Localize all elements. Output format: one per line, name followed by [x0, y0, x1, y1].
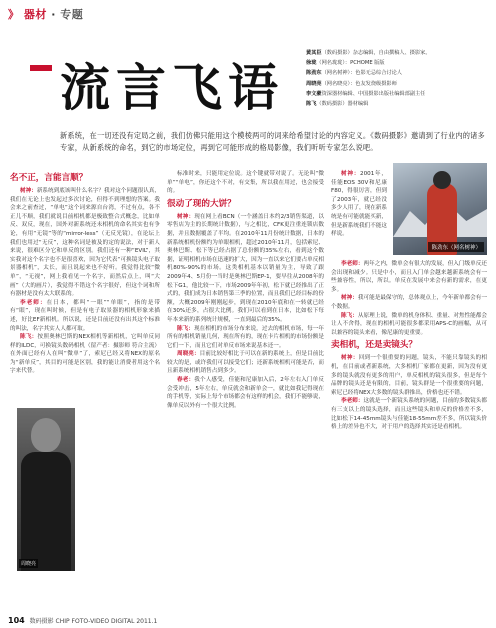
section-tag [8, 6, 83, 22]
section-label: 器材 [23, 8, 47, 21]
speaker-name: 树神： [177, 213, 195, 220]
section-heading-naming: 名不正，言能言顺？ [10, 173, 88, 183]
article-paragraph [167, 376, 324, 410]
section-marker-icon: 》 [8, 8, 20, 21]
article-paragraph [331, 294, 487, 311]
speaker-name: 陈飞： [177, 325, 194, 332]
section-heading-market: 很动了现的大饼？ [167, 198, 236, 209]
contributors-list [306, 48, 492, 109]
paragraph-text: 回到一个很重要的问题，镜头，不能只靠镜头的相机，在目前或者新系统，大多相机厂家都在更新，因为没有更多的镜头就没有更多的用户，单反相机的镜头很多，但是每个品牌的镜头还是有限的，目前，镜头群是一个很重要的问题，索尼已经将NEX大多数的镜头群推出，价格也还不错。 [331, 355, 487, 396]
paragraph-text: 按照奥林巴斯的NEX相机等新相机，它叫单反同样的ILDC，可换镜头数码相机（留产者：摄影师 符合主流）在外面已经有人在叫“微单”了，索尼已经又将NEX的原名为“新单反”，其目的可能是区别，我的能让消费者用这个名字来代替。 [10, 334, 160, 375]
article-column-2 [167, 170, 324, 410]
article-paragraph [10, 187, 160, 299]
contributor-row [306, 68, 492, 78]
article-column-1 [10, 170, 160, 376]
article-paragraph [331, 170, 387, 239]
speaker-name: 李老师： [341, 398, 364, 405]
paragraph-text: 现在网上看BCN（一个涵盖日本约2/3销售渠道，以零售店为主的长期统计数据），与之相比，CFK更注重连锁店数据，并且数据覆盖了半均。在2010年11月份统计数据，日本的新系统相机份额约为单眼相机，超过2010年11月，包括索尼、奥林巴斯、松下等已经占据了总份额的35%左右，看到这个数据，证明相机市场在迅速的扩大，因为一直以来它们要占单反相机80%-90%的市场。这类相机基本以销量为主，导致了跟2009年4、5月份一当时是奥林巴斯EP-1，要早往从2008年的松下G1，他比较一下，市场2009年年初，松下就已经推出了正式的，我们成为日本销售第三季的位置，而且我们已经目标的份额，大概2009年刚刚起步，到现在2010年底和在一转就已经在30%还多，占很大比例。我们可以看到在日本，比如松下每年本来新的系列统计规模，一直到最后的35%。 [167, 213, 324, 323]
column-1-body [10, 187, 160, 376]
paragraph-text: 这就是一个新镜头系统的问题，目前的多数镜头都有三支以上的镜头选择，而且这些镜头和单反的价格差不多，比如松下14-45mm镜头与佳能18-55mm差不多，所以镜头价格上的差异也不大，对于用户的选择其实还是看相机。 [331, 398, 487, 431]
speaker-name: 树神： [20, 188, 37, 194]
photo-caption-right: 陈劲东（网名树神） [428, 242, 484, 252]
section-separator: · [51, 8, 56, 21]
column-2-body [167, 213, 324, 411]
article-paragraph [167, 350, 324, 376]
paragraph-text: 我可能是最保守的，总体观点上，今年新单都会有一个数据。 [331, 295, 487, 310]
contributor-desc: （数码摄影）器材编辑 [316, 101, 369, 108]
contributor-row [306, 48, 492, 58]
column-3-body-2 [331, 354, 487, 431]
speaker-name: 树神： [341, 355, 359, 362]
article-paragraph [167, 213, 324, 325]
paragraph-text: 在日本，都叫“一眼”“单眼”，指的是带有“眼”，现在叫时候，但是有电子取景器的相机形象来描述，好比EF新相机。所以说，还是目前还没有出其这个标准的叫法，名字其实人人都可取。 [10, 299, 160, 332]
contributor-name: 陈劲东 [306, 70, 322, 77]
column-3-body [331, 260, 487, 337]
contributor-row [306, 58, 492, 68]
portrait-photo-left [17, 408, 75, 571]
contributor-row [306, 99, 492, 109]
speaker-name: 树神： [341, 171, 361, 177]
portrait-photo-right [393, 163, 487, 255]
speaker-name: 李老师： [20, 299, 47, 306]
column-2-lead: 标准时来，只能用定位说。这个键就带对说了。无论叫“微单”“单电”，你还这个不对，有交集，所以我在用过，也会接受的。 [167, 171, 324, 195]
contributor-row [306, 79, 492, 89]
contributor-name: 李文豪 [306, 90, 322, 97]
title-decoration-bar [30, 65, 52, 71]
page-footer [8, 616, 157, 625]
speaker-name: 春老： [177, 377, 195, 384]
paragraph-text: 新系统到底该叫什么名字？我对这个问题很认真，我们在无论上也发起过多次讨论，但得不到理想的答案。我会来之前查过，“单电”这个词来源自台湾，不过有点，各不正儿不顺，我们就说目前相机都是极致整合式概念，比如单反、双反，现在，国外对新系统还未相机的命名其实也有争论，有用“无镜”等的“mirror-less”（无反光镜），在论坛上我们也用过“无反”，这种名词是被及的定的说法，对于新人来说，很难区分它和单反的区别。我们还有一种“EVIL”，其实我对这个名字也不是很喜欢，因为它代表“可换镜头电子取景器相机”，太长，而且说起来也不好听。我觉得比较“微单”，“无视”，网上我看见一个名字，而然后点上，叫“大画”（大的画片），我觉得不错这个名字很好，但这个词和所有器材是没有太大联系的。 [10, 188, 160, 298]
speaker-name: 陈飞： [20, 334, 38, 341]
contributor-name: 陈飞 [306, 101, 317, 108]
contributor-desc: （数码摄影）杂志编辑，自由撰稿人、摄影家。 [321, 50, 431, 56]
article-paragraph [10, 333, 160, 376]
speaker-name: 陈飞： [341, 312, 358, 319]
speaker-name: 树神： [341, 295, 358, 302]
speaker-name: 周晓亮： [177, 351, 200, 358]
paragraph-text: 从原理上说，微单的机身体积、重量、对焦性能都会让人不舍得，现在的相机可能很多都采用APS-C的画幅，从可以兼容的镜头来看，像尼康的更重要。 [331, 312, 487, 336]
contributor-name: 周晓亮 [306, 80, 322, 87]
paragraph-text: 我个人感受，佳能和尼康加入后，2年左右入门单反会受冲击，5年左右，单反就会和新单会一，就比如我记得现在的手机等，实际上每个市场都会有这样的机会，我们不能够说，像单反以外有一个很大比例。 [167, 377, 324, 409]
page-number: 104 [8, 616, 25, 625]
column-3-top-body [331, 170, 387, 239]
footer-text: 数码摄影 CHIP FOTO-VIDEO DIGITAL 2011.1 [29, 618, 158, 625]
speaker-name: 李老师： [341, 261, 364, 267]
intro-paragraph: 新系统，在一切还没有定局之前，我们仿佛只能用这个模棱两可的词来给希望讨论的内容定义。《数码摄影》邀请到了行业内的诸多专家，从新系统的命名，到它的市场定位，再到它可能形成的格局影像，我们听听专家怎么说吧。 [60, 131, 485, 152]
paragraph-text: 现在相机的市场分布来说，过去的相机市场，每一年所有的相机销量几何，现在所有的，现在卡片相机的市场份额是它们一下，而且它们对单反市场来说基本还一。 [167, 325, 324, 349]
photo-caption-left: 周晓亮 [21, 561, 37, 567]
contributor-desc: （网名树神）：色影无忌综合讨论人 [321, 70, 402, 77]
contributor-desc: （网名晓亮）：色友发烧级摄影师 [321, 80, 397, 87]
article-column-3-top [331, 170, 387, 239]
article-paragraph [331, 312, 487, 338]
section-heading-lens: 卖相机，还是卖镜头？ [331, 340, 417, 351]
paragraph-text: 2001年，佳能EOS 30V和尼康F80，得很厉害，但到了2003年，就已经没多少人用了，现在新系统是有可能就能买新，但是新系统我们不能这样说。 [331, 171, 387, 238]
paragraph-text: 目前比较好相比于可以在新的系统上，但是目前比较大的是，或许我们可以接受它们；还新系统相机可能是否，而且新系统相机销售占到多少。 [167, 351, 324, 375]
paragraph-text: 两年之内，微单会有很大的发展，但入门级单反还会出现和减少。只是中小，而且入门单会越来越新系统会有一些兼容性，所以，所以。单反在发展中来会有新的需求，在更多。 [331, 261, 487, 293]
article-paragraph [10, 299, 160, 333]
page-title: 流言飞语 [60, 58, 284, 117]
contributor-name: 徐珑 [306, 60, 317, 67]
contributor-row [306, 89, 492, 99]
contributor-name: 黄其臣 [306, 50, 322, 56]
article-paragraph [167, 325, 324, 351]
contributor-desc: （网名珑珑）：PCHOME 版版 [316, 60, 385, 67]
section-sublabel: 专题 [60, 8, 84, 21]
article-column-3 [331, 260, 487, 432]
article-paragraph [331, 354, 487, 397]
contributor-desc: 资深器材编辑、中国摄影出版社编辑部副主任 [321, 90, 426, 97]
article-paragraph [331, 260, 487, 294]
article-paragraph [331, 397, 487, 431]
